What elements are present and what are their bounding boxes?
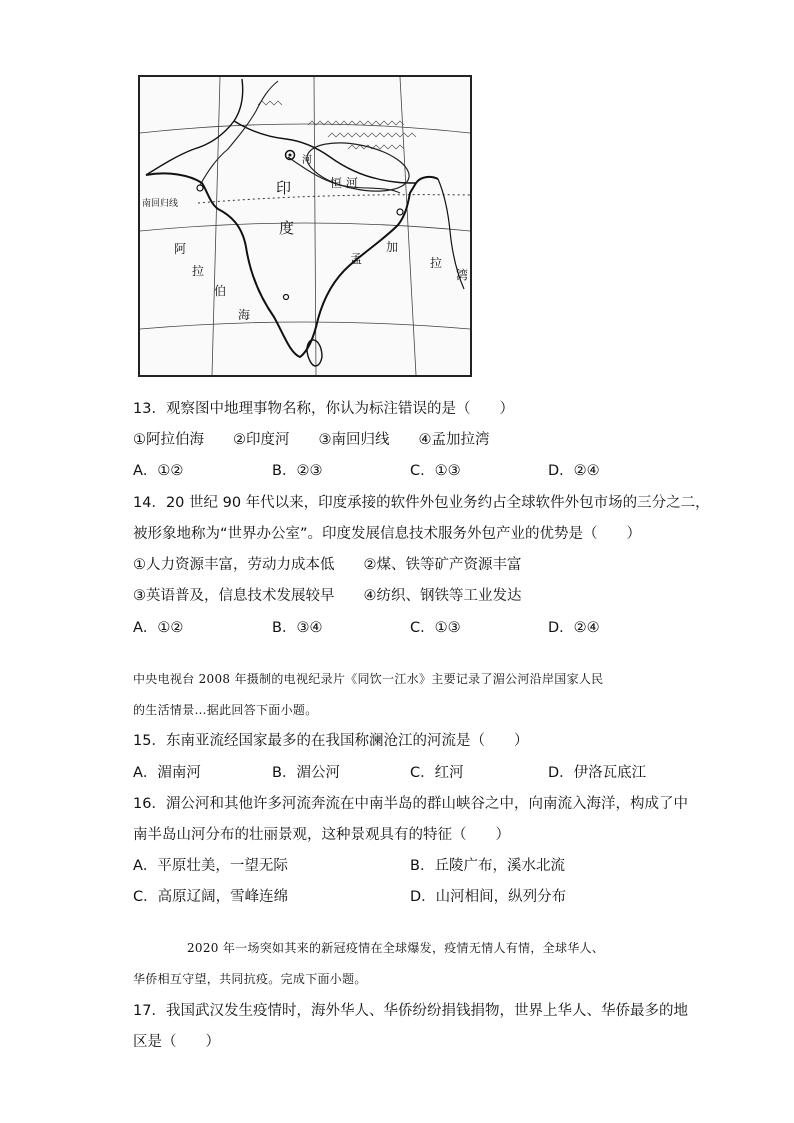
map-label-bengal-1: 孟	[350, 252, 363, 266]
q14-stem-line1: 14．20 世纪 90 年代以来，印度承接的软件外包业务约占全球软件外包市场的三分之二，	[133, 495, 710, 511]
city-marker	[397, 209, 403, 215]
q17-stem-line1: 17．我国武汉发生疫情时，海外华人、华侨纷纷捐钱捐物，世界上华人、华侨最多的地	[133, 1003, 688, 1019]
map-label-du: 度	[279, 219, 295, 237]
q16-option-c[interactable]: C．高原辽阔，雪峰连绵	[133, 889, 289, 905]
q14-option-d[interactable]: D．②④	[548, 620, 600, 636]
q14-option-a[interactable]: A．①②	[133, 620, 184, 636]
map-label-bengal-4: 湾	[456, 268, 469, 282]
passage1-line1: 中央电视台 2008 年摄制的电视纪录片《同饮一江水》主要记录了湄公河沿岸国家人民	[133, 672, 604, 686]
q16-stem-line1: 16．湄公河和其他许多河流奔流在中南半岛的群山峡谷之中，向南流入海洋，构成了中	[133, 796, 688, 812]
passage2-line1: 2020 年一场突如其来的新冠疫情在全球爆发，疫情无情人有情，全球华人、	[187, 941, 605, 955]
q13-option-a[interactable]: A．①②	[133, 463, 184, 479]
q16-stem-line2: 南半岛山河分布的壮丽景观，这种景观具有的特征（ ）	[133, 827, 510, 843]
city-marker	[284, 295, 289, 300]
q14-option-c[interactable]: C．①③	[410, 620, 461, 636]
q13-option-b[interactable]: B．②③	[272, 463, 323, 479]
q15-option-c[interactable]: C．红河	[410, 765, 464, 781]
q15-stem: 15．东南亚流经国家最多的在我国称澜沧江的河流是（ ）	[133, 733, 529, 749]
q14-items-line1: ①人力资源丰富，劳动力成本低 ②煤、铁等矿产资源丰富	[133, 557, 522, 573]
q14-items-line2: ③英语普及，信息技术发展较早 ④纺织、钢铁等工业发达	[133, 588, 522, 604]
city-marker	[197, 185, 203, 191]
passage1-line2: 的生活情景…据此回答下面小题。	[133, 703, 318, 717]
map-label-arabian-3: 伯	[214, 284, 227, 298]
india-map	[138, 75, 472, 377]
map-label-bengal-2: 加	[386, 240, 399, 254]
q13-option-c[interactable]: C．①③	[410, 463, 461, 479]
q14-option-b[interactable]: B．③④	[272, 620, 323, 636]
map-frame	[139, 76, 471, 376]
q15-option-b[interactable]: B．湄公河	[272, 765, 340, 781]
q14-stem-line2: 被形象地称为“世界办公室”。印度发展信息技术服务外包产业的优势是（ ）	[133, 526, 642, 542]
q15-option-d[interactable]: D．伊洛瓦底江	[548, 765, 647, 781]
map-label-bengal-3: 拉	[430, 256, 443, 270]
q16-option-a[interactable]: A．平原壮美，一望无际	[133, 858, 288, 874]
q16-option-d[interactable]: D．山河相间，纵列分布	[410, 889, 567, 905]
q13-option-d[interactable]: D．②④	[548, 463, 600, 479]
map-label-arabian-4: 海	[238, 308, 251, 322]
map-label-ganges: 恒 河	[330, 176, 358, 190]
q13-stem: 13．观察图中地理事物名称，你认为标注错误的是（ ）	[133, 401, 514, 417]
map-label-arabian-2: 拉	[192, 264, 205, 278]
map-label-he: 河	[302, 155, 312, 166]
q16-option-b[interactable]: B．丘陵广布，溪水北流	[410, 858, 565, 874]
map-label-arabian-1: 阿	[174, 242, 187, 256]
q17-stem-line2: 区是（ ）	[133, 1034, 220, 1050]
q13-items: ①阿拉伯海 ②印度河 ③南回归线 ④孟加拉湾	[133, 432, 490, 448]
map-label-yin: 印	[276, 179, 292, 197]
passage2-line2: 华侨相互守望，共同抗疫。完成下面小题。	[133, 972, 367, 986]
map-label-tropic: 南回归线	[142, 199, 179, 209]
q15-option-a[interactable]: A．湄南河	[133, 765, 201, 781]
